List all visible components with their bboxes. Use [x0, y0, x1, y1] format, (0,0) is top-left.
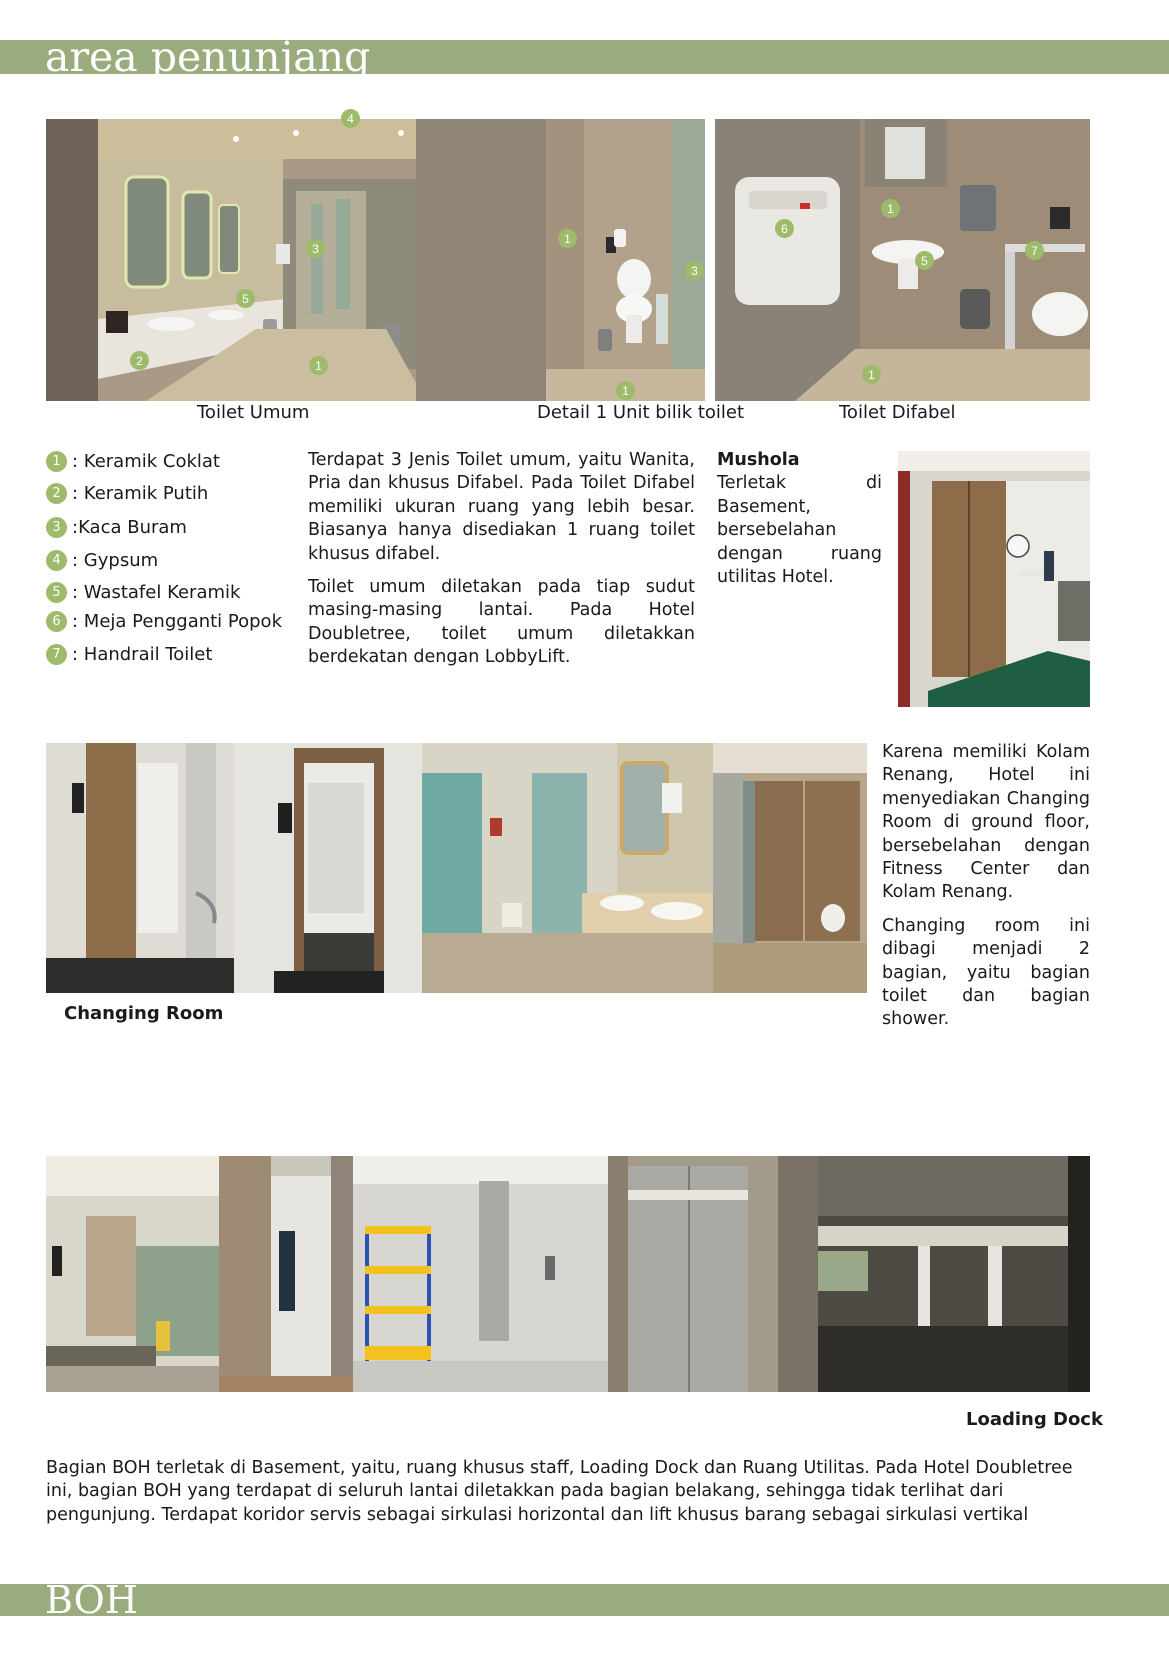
mushola-block [717, 449, 882, 589]
photo-marker: 1 [862, 365, 881, 384]
section-title: area penunjang [45, 33, 371, 81]
legend-item [46, 451, 220, 472]
caption-toilet-difabel: Toilet Difabel [839, 402, 956, 423]
legend-label: : Keramik Putih [72, 483, 209, 504]
boh-description [46, 1457, 1090, 1537]
photo-marker: 3 [685, 261, 704, 280]
photo-mushola [898, 451, 1090, 707]
legend-label: : Gypsum [72, 550, 159, 571]
photo-marker: 5 [236, 289, 255, 308]
boh-paragraph: Bagian BOH terletak di Basement, yaitu, ruang khusus staff, Loading Dock dan Ruang Utilitas. Pada Hotel Doubletree ini, bagian BOH yang terdapat di seluruh lantai diletakkan pada bagian belakang, sehingga tidak terlihat dari pengunjung. Terdapat koridor servis sebagai sirkulasi horizontal dan lift khusus barang sebagai sirkulasi vertikal [46, 1458, 1073, 1525]
photo-boh-3 [353, 1156, 608, 1392]
photo-changing-room-4 [713, 743, 867, 993]
photo-marker: 1 [881, 199, 900, 218]
caption-loading-dock: Loading Dock [966, 1409, 1103, 1430]
changing-paragraph-2: Changing room ini dibagi menjadi 2 bagian, yaitu bagian toilet dan bagian shower. [882, 915, 1090, 1030]
photo-marker: 1 [558, 229, 577, 248]
legend-label: : Keramik Coklat [72, 451, 220, 472]
legend-number: 2 [46, 483, 67, 504]
toilet-paragraph-1: Terdapat 3 Jenis Toilet umum, yaitu Wanita, Pria dan khusus Difabel. Pada Toilet Difabel memiliki ukuran ruang yang lebih besar. Biasanya hanya disediakan 1 ruang toilet khusus difabel. [308, 450, 695, 564]
mushola-heading: Mushola [717, 450, 800, 470]
photo-marker: 7 [1025, 241, 1044, 260]
caption-detail-bilik: Detail 1 Unit bilik toilet [537, 402, 745, 423]
legend-label: : Meja Pengganti Popok [72, 611, 282, 632]
photo-toilet-difabel [715, 119, 1090, 401]
legend-label: : Wastafel Keramik [72, 582, 241, 603]
caption-changing-room: Changing Room [64, 1003, 224, 1024]
photo-changing-room-1 [46, 743, 234, 993]
section-title-boh: BOH [45, 1578, 138, 1622]
legend-item [46, 582, 240, 603]
legend-item [46, 517, 187, 538]
legend-number: 1 [46, 451, 67, 472]
legend-label: : Handrail Toilet [72, 644, 213, 665]
photo-boh-1 [46, 1156, 219, 1392]
legend-item [46, 550, 158, 571]
legend-item [46, 483, 208, 504]
photo-marker: 6 [775, 219, 794, 238]
caption-toilet-umum: Toilet Umum [197, 402, 310, 423]
photo-boh-4 [608, 1156, 778, 1392]
legend-item [46, 611, 282, 632]
photo-boh-2 [219, 1156, 353, 1392]
photo-marker: 2 [130, 351, 149, 370]
photo-boh-5 [778, 1156, 1090, 1392]
photo-changing-room-2 [234, 743, 422, 993]
mushola-text: Terletak di Basement, bersebelahan dengan ruang utilitas Hotel. [717, 473, 882, 588]
changing-description [882, 741, 1090, 1042]
photo-marker: 1 [616, 381, 635, 400]
photo-toilet-umum [46, 111, 546, 401]
legend-number: 5 [46, 582, 67, 603]
toilet-paragraph-2: Toilet umum diletakan pada tiap sudut masing-masing lantai. Pada Hotel Doubletree, toilet umum diletakkan berdekatan dengan LobbyLift. [308, 577, 695, 668]
photo-changing-room-3 [422, 743, 713, 993]
legend-number: 7 [46, 644, 67, 665]
legend-number: 4 [46, 550, 67, 571]
footer-band [0, 1578, 1169, 1622]
legend-number: 6 [46, 611, 67, 632]
toilet-description [308, 449, 695, 680]
legend-item [46, 644, 212, 665]
photo-marker: 3 [306, 239, 325, 258]
photo-marker: 4 [341, 109, 360, 128]
legend-label: :Kaca Buram [72, 517, 187, 538]
changing-paragraph-1: Karena memiliki Kolam Renang, Hotel ini menyediakan Changing Room di ground floor, bersebelahan dengan Fitness Center dan Kolam Renang. [882, 742, 1090, 903]
legend-number: 3 [46, 517, 67, 538]
photo-detail-bilik [546, 119, 705, 401]
header-band [0, 33, 1169, 81]
photo-marker: 1 [309, 356, 328, 375]
photo-marker: 5 [915, 251, 934, 270]
